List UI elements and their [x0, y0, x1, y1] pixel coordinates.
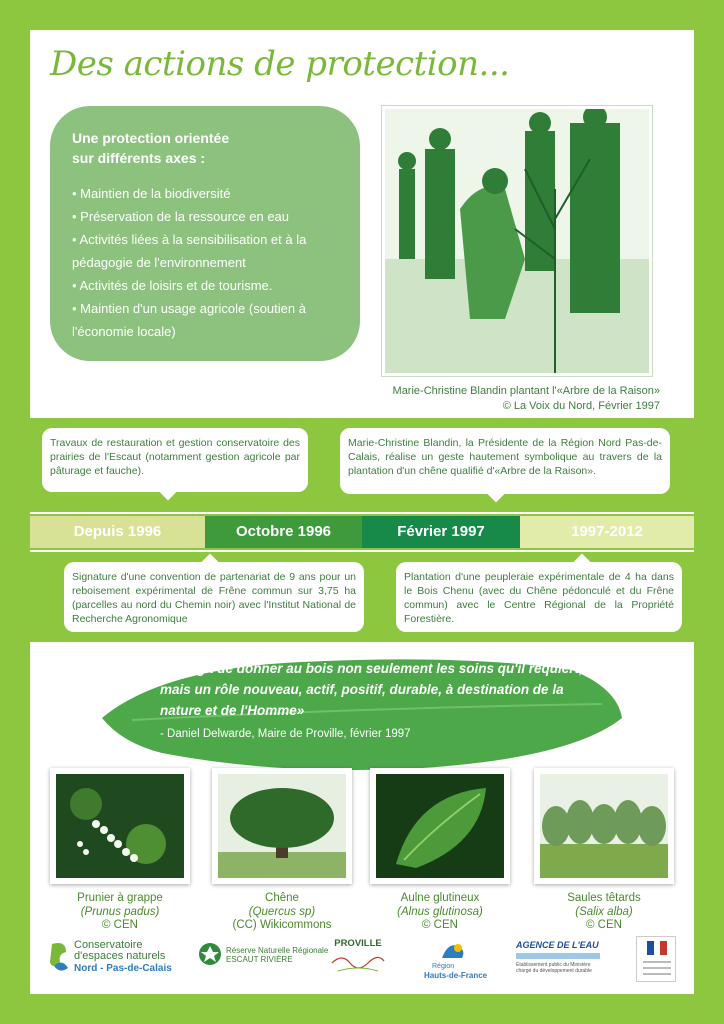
- proville-name: PROVILLE: [334, 938, 382, 949]
- axes-heading-line2: sur différents axes :: [72, 150, 206, 166]
- oak-tree-illustration: [218, 774, 346, 878]
- cen-name-line1: Conservatoire: [74, 939, 143, 951]
- agence-de-leau-logo: [516, 940, 606, 974]
- prefet-text-line: [643, 967, 671, 969]
- bottom-panel: [30, 642, 694, 994]
- event-text: Travaux de restauration et gestion conservatoire des prairies de l'Escaut (notamment gestion agricole par pâturage et fauche).: [50, 437, 300, 477]
- quote-text: «Il s'agit de donner au bois non seulement les soins qu'il requiert, mais un rôle nouveau, actif, positif, durable, à destination de la nature et de l'Homme»: [160, 661, 583, 718]
- species-caption-prunier: [45, 892, 195, 933]
- bubble-pointer: [202, 554, 219, 571]
- species-name: Saules têtards: [567, 892, 641, 904]
- cen-name-line3: Nord - Pas-de-Calais: [74, 963, 172, 974]
- species-name: Chêne: [265, 892, 299, 904]
- photo-caption: [370, 384, 660, 414]
- event-bubble-fevrier-1997: [340, 428, 670, 494]
- agence-wave: [516, 953, 600, 959]
- prunier-flowers-illustration: [56, 774, 184, 878]
- proville-logo: [328, 938, 388, 978]
- prefet-text-line: [643, 961, 671, 963]
- page-title: Des actions de protection...: [50, 44, 510, 84]
- species-credit: © CEN: [586, 919, 622, 931]
- region-name-line1: Région: [432, 963, 455, 970]
- species-photo-saules: [534, 768, 674, 884]
- species-credit: © CEN: [102, 919, 138, 931]
- species-photo-aulne: [370, 768, 510, 884]
- reserve-emblem-icon: [198, 942, 222, 966]
- timeline-segment-1997-2012: 1997-2012: [520, 516, 694, 548]
- species-credit: (CC) Wikicommons: [232, 919, 332, 931]
- axes-heading: [72, 128, 340, 168]
- proville-signature-icon: [328, 949, 388, 975]
- species-name: Prunier à grappe: [77, 892, 163, 904]
- photo-credit: © La Voix du Nord, Février 1997: [502, 400, 660, 412]
- bubble-pointer: [574, 554, 591, 571]
- event-text: Signature d'une convention de partenariat de 9 ans pour un reboisement expérimental de Frêne commun sur 3,75 ha (parcelles au nord du Chemin noir) avec l'Institut National de Recherche Agronomique: [72, 571, 356, 625]
- event-bubble-1997-2012: [396, 562, 682, 632]
- species-caption-aulne: [365, 892, 515, 933]
- species-latin: (Alnus glutinosa): [397, 905, 483, 918]
- region-name-line2: Hauts-de-France: [424, 971, 488, 980]
- species-credit: © CEN: [422, 919, 458, 931]
- cen-emblem-icon: [48, 940, 70, 974]
- event-text: Marie-Christine Blandin, la Présidente de la Région Nord Pas-de-Calais, réalise un geste hautement symbolique au travers de la plantation d'un chêne qualifié d'«Arbre de la Raison».: [348, 437, 662, 477]
- alder-leaf-illustration: [376, 774, 504, 878]
- cen-name-line2: d'espaces naturels: [74, 950, 166, 962]
- partner-logos: [30, 936, 694, 988]
- tree-planting-photo: [382, 106, 652, 376]
- agence-name: AGENCE DE L'EAU: [516, 940, 599, 950]
- species-name: Aulne glutineux: [400, 892, 480, 904]
- reserve-name-line2: ESCAUT RIVIÈRE: [226, 955, 293, 964]
- timeline-line: [30, 512, 694, 514]
- agence-subtitle: Établissement public du Ministère chargé du développement durable: [516, 962, 592, 974]
- timeline-segment-depuis-1996: Depuis 1996: [30, 516, 205, 548]
- species-latin: (Prunus padus): [80, 905, 160, 918]
- french-flag-icon: [647, 941, 667, 955]
- event-bubble-octobre-1996: [64, 562, 364, 632]
- timeline-segment-fevrier-1997: Février 1997: [362, 516, 520, 548]
- bubble-pointer: [160, 484, 177, 501]
- bubble-pointer: [488, 486, 505, 503]
- species-photo-chene: [212, 768, 352, 884]
- species-photo-prunier: [50, 768, 190, 884]
- axes-item: • Préservation de la ressource en eau: [72, 205, 340, 228]
- axes-item: • Maintien de la biodiversité: [72, 182, 340, 205]
- axes-item: • Activités liées à la sensibilisation et à la pédagogie de l'environnement: [72, 228, 340, 274]
- axes-item: • Maintien d'un usage agricole (soutien à l'économie locale): [72, 297, 340, 343]
- event-text: Plantation d'une peupleraie expérimentale de 4 ha dans le Bois Chenu (avec du Chêne pédonculé et du Frêne commun) avec le Centre Régional de la Propriété Forestière.: [404, 571, 674, 625]
- axes-heading-line1: Une protection orientée: [72, 130, 230, 146]
- timeline-segment-octobre-1996: Octobre 1996: [205, 516, 362, 548]
- willows-illustration: [540, 774, 668, 878]
- timeline-line: [30, 550, 694, 552]
- event-bubble-depuis-1996: [42, 428, 308, 492]
- protection-axes-box: [50, 106, 360, 361]
- species-caption-chene: [207, 892, 357, 933]
- region-emblem-icon: [438, 940, 468, 962]
- species-latin: (Salix alba): [575, 905, 633, 918]
- species-caption-saules: [529, 892, 679, 933]
- top-panel: [30, 30, 694, 418]
- prefet-text-line: [643, 973, 671, 975]
- photo-caption-line1: Marie-Christine Blandin plantant l'«Arbre de la Raison»: [392, 385, 660, 397]
- reserve-name-line1: Réserve Naturelle Régionale: [226, 946, 329, 955]
- prefet-logo: [636, 936, 676, 982]
- axes-item: • Activités de loisirs et de tourisme.: [72, 274, 340, 297]
- species-latin: (Quercus sp): [248, 905, 316, 918]
- axes-list: [72, 182, 340, 343]
- quote-author: - Daniel Delwarde, Maire de Proville, février 1997: [160, 728, 411, 740]
- planting-scene-illustration: [385, 109, 649, 373]
